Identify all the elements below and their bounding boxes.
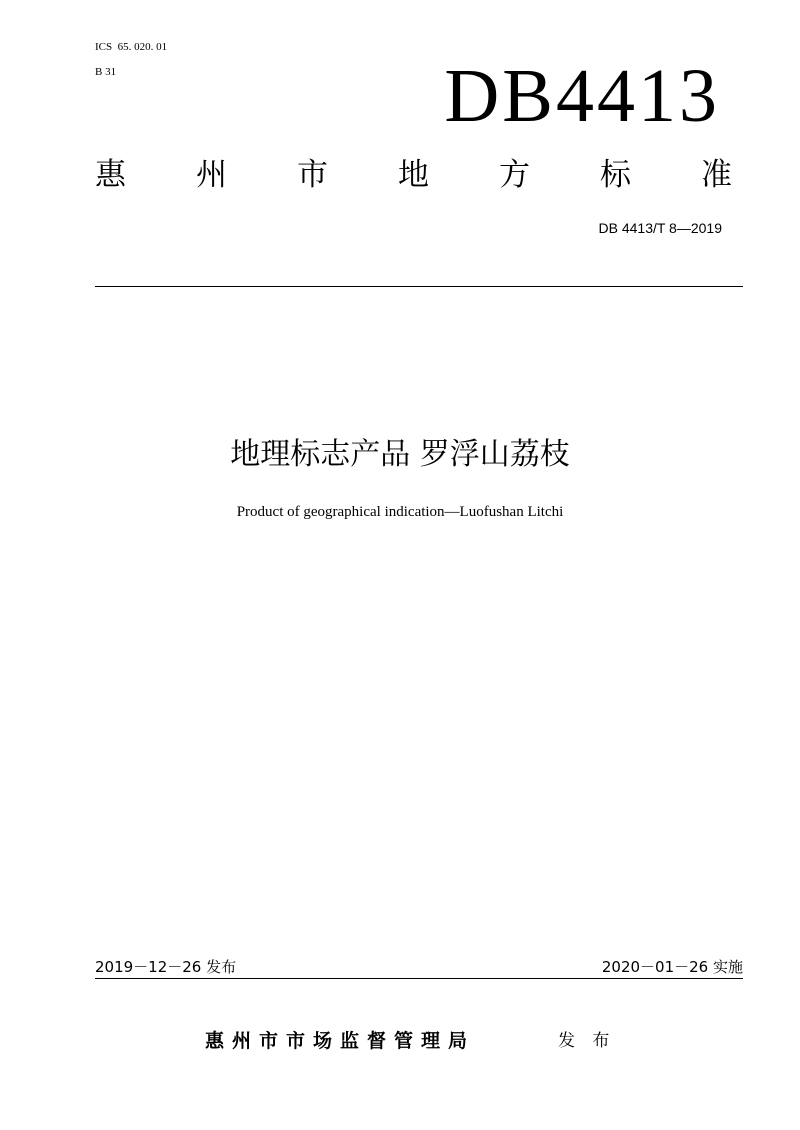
issue-label: 发 布 xyxy=(558,1031,616,1051)
standard-code: DB4413 xyxy=(444,54,720,138)
standard-type-char: 市 xyxy=(297,157,328,193)
standard-type-char: 准 xyxy=(701,157,732,193)
title-chinese: 地理标志产品 罗浮山荔枝 xyxy=(230,437,570,472)
standard-type-char: 方 xyxy=(499,157,530,193)
issuing-authority: 惠州市市场监督管理局 xyxy=(205,1030,476,1052)
standard-type-heading xyxy=(95,156,732,194)
header-divider xyxy=(95,286,743,287)
ics-classification: ICS 65. 020. 01 xyxy=(95,41,168,53)
footer-divider xyxy=(95,978,743,979)
ccs-classification: B 31 xyxy=(95,66,117,78)
standard-type-char: 州 xyxy=(196,157,227,193)
standard-type-char: 惠 xyxy=(95,157,126,193)
standard-number: DB 4413/T 8—2019 xyxy=(598,220,722,236)
implementation-date: 2020－01－26 实施 xyxy=(601,958,743,976)
title-english: Product of geographical indication—Luofushan Litchi xyxy=(236,504,564,520)
standard-type-char: 地 xyxy=(398,157,429,193)
issue-date: 2019－12－26 发布 xyxy=(95,958,237,976)
standard-type-char: 标 xyxy=(600,157,631,193)
